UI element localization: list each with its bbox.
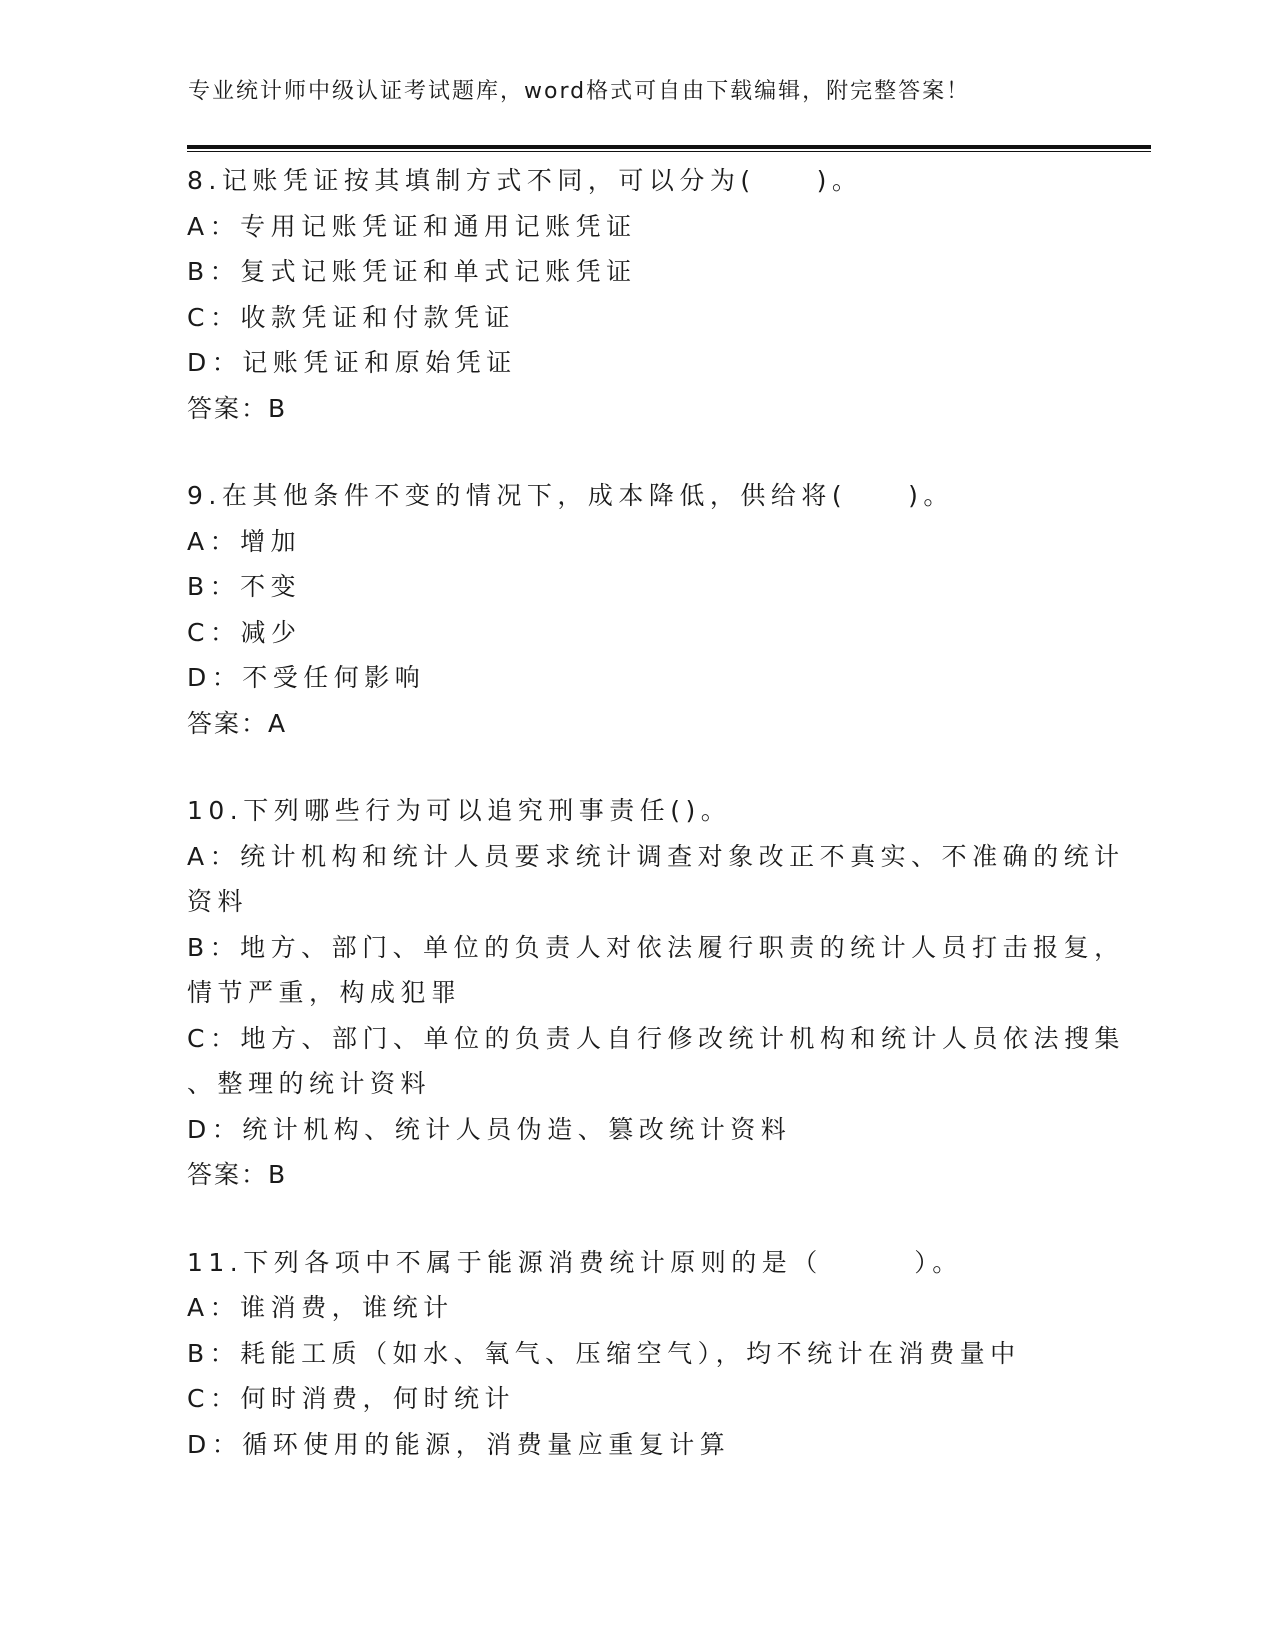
option-b: B：地方、部门、单位的负责人对依法履行职责的统计人员打击报复， [187,932,1125,962]
header-rule-thick [187,145,1151,149]
option-b: B：复式记账凭证和单式记账凭证 [187,257,637,286]
page-header: 专业统计师中级认证考试题库，word格式可自由下载编辑，附完整答案！ [188,79,971,104]
option-c-continued: 、整理的统计资料 [187,1069,432,1098]
option-c: C：何时消费，何时统计 [187,1384,515,1413]
option-a: A：谁消费，谁统计 [187,1293,454,1322]
answer: 答案：A [187,708,288,738]
question-8 [187,158,1087,431]
option-a: A：统计机构和统计人员要求统计调查对象改正不真实、不准确的统计 [187,841,1125,871]
option-a: A：增加 [187,526,302,556]
question-10 [187,788,1125,1198]
option-c: C：减少 [187,617,302,647]
question-stem: 11.下列各项中不属于能源消费统计原则的是（ ）。 [187,1247,963,1277]
question-stem: 9.在其他条件不变的情况下，成本降低，供给将( )。 [187,481,954,510]
option-d: D：不受任何影响 [187,663,426,692]
question-9 [187,473,1087,746]
question-stem: 8.记账凭证按其填制方式不同，可以分为( )。 [187,166,863,195]
option-a-continued: 资料 [187,887,249,916]
question-list [187,158,1125,1509]
option-a: A：专用记账凭证和通用记账凭证 [187,211,637,241]
option-d: D：统计机构、统计人员伪造、篡改统计资料 [187,1114,792,1144]
option-b: B：不变 [187,572,302,601]
option-c: C：收款凭证和付款凭证 [187,302,515,332]
question-stem: 10.下列哪些行为可以追究刑事责任()。 [187,796,732,825]
answer: 答案：B [187,393,288,423]
question-11 [187,1240,1087,1468]
header-rule-thin [187,151,1151,152]
option-b: B：耗能工质（如水、氧气、压缩空气），均不统计在消费量中 [187,1338,1021,1368]
answer: 答案：B [187,1160,288,1189]
option-b-continued: 情节严重，构成犯罪 [187,978,462,1007]
option-d: D：循环使用的能源，消费量应重复计算 [187,1429,731,1459]
option-d: D：记账凭证和原始凭证 [187,348,517,377]
option-c: C：地方、部门、单位的负责人自行修改统计机构和统计人员依法搜集 [187,1023,1125,1053]
